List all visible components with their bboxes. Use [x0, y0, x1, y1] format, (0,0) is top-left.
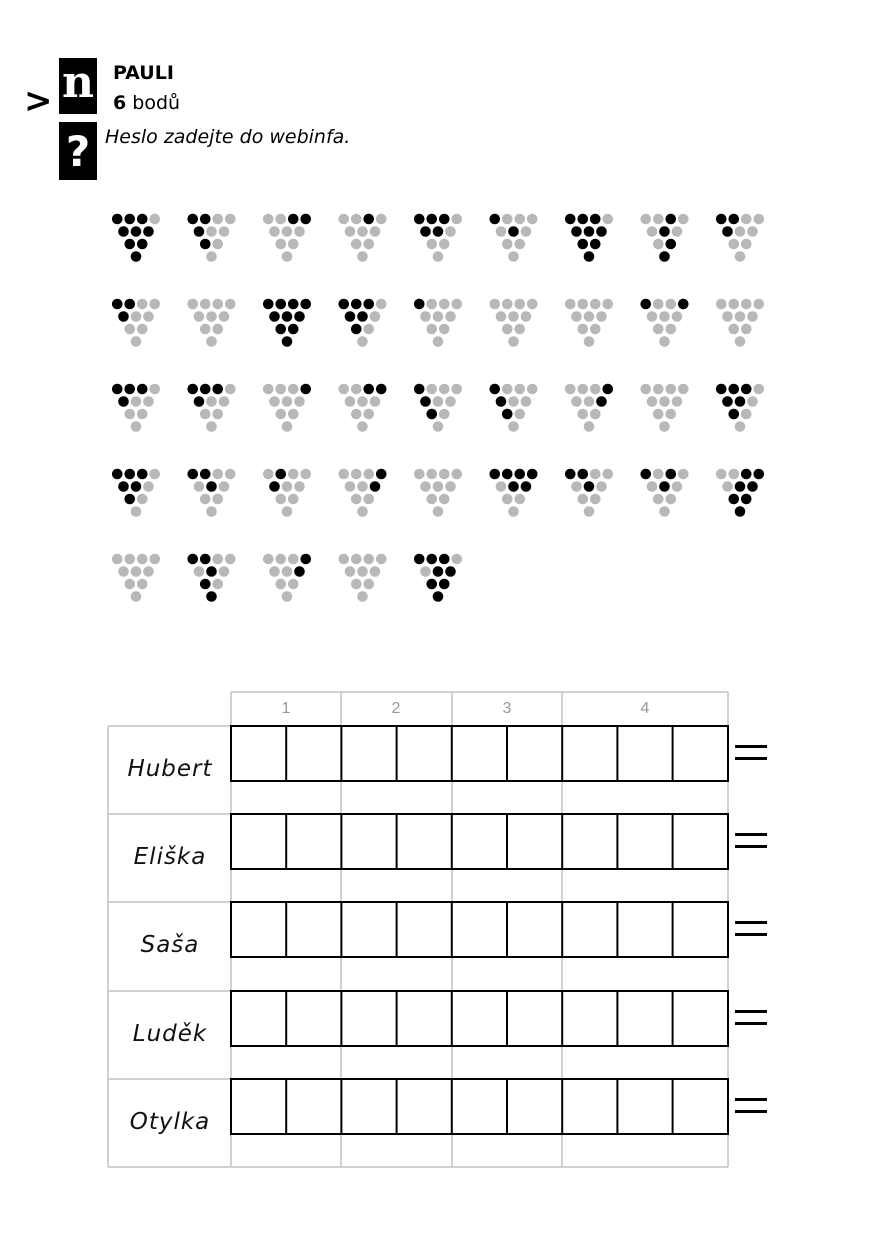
equals-sign: [735, 745, 767, 769]
points-label: bodů: [132, 92, 181, 114]
column-number: 4: [640, 700, 650, 717]
equals-sign: [735, 921, 767, 945]
answer-row-box[interactable]: [231, 902, 728, 957]
answer-row-box[interactable]: [231, 726, 728, 781]
equals-sign: [735, 1098, 767, 1122]
answer-row-box[interactable]: [231, 991, 728, 1046]
row-name: Saša: [140, 932, 200, 958]
instruction-text: Heslo zadejte do webinfa.: [105, 126, 351, 148]
points-number: 6: [113, 92, 127, 114]
equals-sign: [735, 1010, 767, 1034]
question-badge: ?: [59, 122, 97, 180]
arrow-marker: >: [24, 81, 53, 121]
equals-sign: [735, 833, 767, 857]
answer-row-box[interactable]: [231, 814, 728, 869]
category-badge: n: [59, 58, 97, 114]
column-number: 3: [502, 700, 512, 717]
column-number: 1: [281, 700, 291, 717]
puzzle-title: PAULI: [113, 62, 174, 84]
row-name: Hubert: [127, 756, 213, 782]
row-name: Luděk: [132, 1021, 208, 1047]
column-number: 2: [391, 700, 401, 717]
answer-row-box[interactable]: [231, 1079, 728, 1134]
row-name: Otylka: [129, 1109, 211, 1135]
row-name: Eliška: [133, 844, 207, 870]
